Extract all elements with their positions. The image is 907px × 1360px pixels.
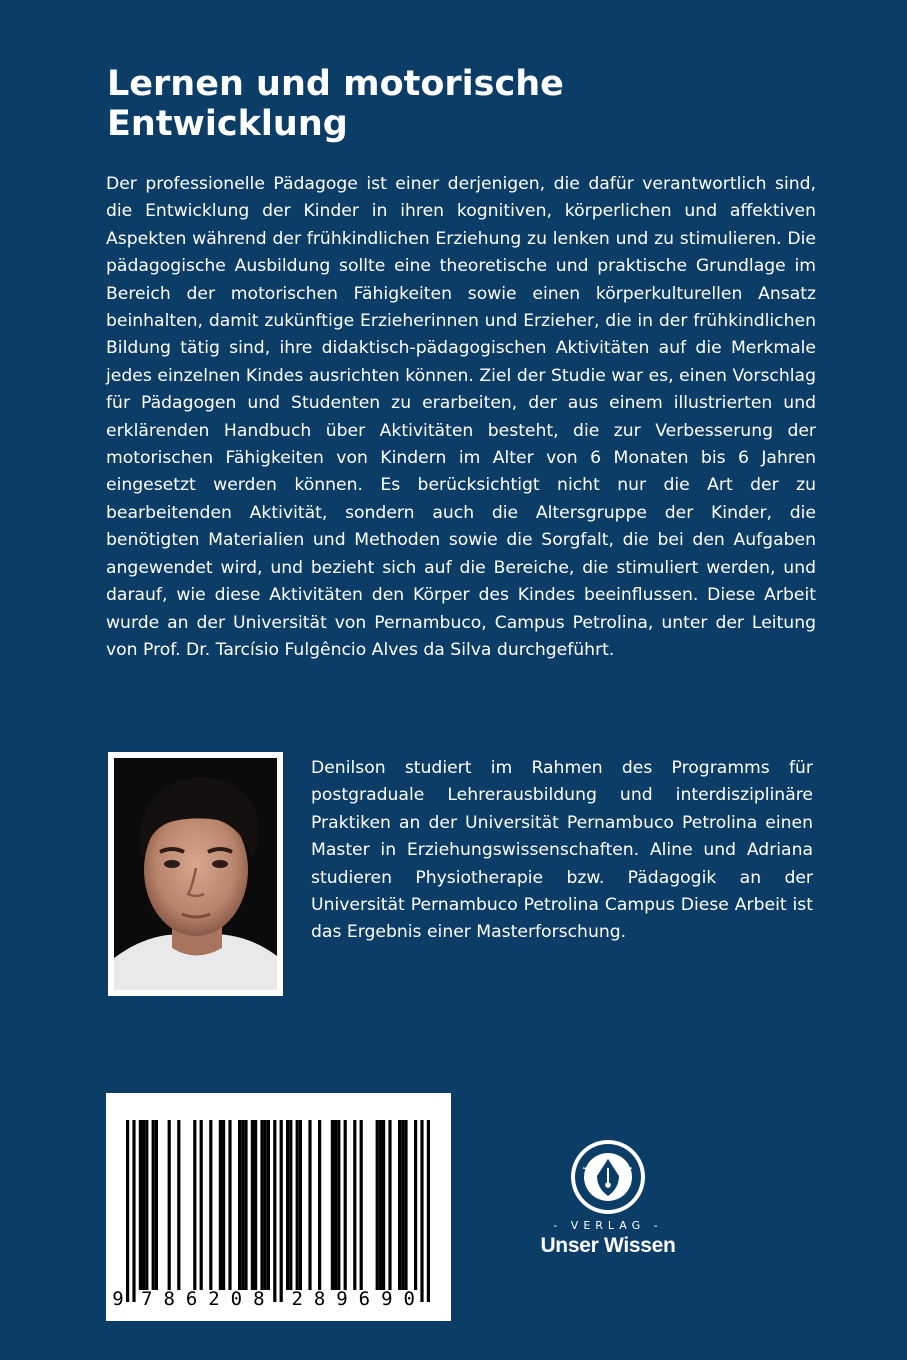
isbn-digit: 7 [141, 1288, 153, 1310]
book-title: Lernen und motorische Entwicklung [107, 64, 564, 144]
isbn-digit: 9 [112, 1288, 124, 1310]
publisher-name: Unser Wissen [540, 1234, 676, 1257]
publisher-logo [527, 1138, 689, 1263]
pen-nib-icon [569, 1138, 647, 1216]
isbn-digit: 9 [381, 1288, 393, 1310]
isbn-digit: 8 [163, 1288, 175, 1310]
isbn-digit: 8 [313, 1288, 326, 1310]
author-photo [108, 752, 283, 996]
isbn-digit: 2 [208, 1288, 220, 1310]
isbn-digit: 8 [253, 1288, 265, 1310]
author-bio: Denilson studiert im Rahmen des Programms für postgraduale Lehrerausbildung und interdisziplinäre Praktiken an der Universität Pernambuco Petrolina einen Master in Erziehungswissenschaften. Aline und Adriana studieren Physiotherapie bzw. Pädagogik an der Universität Pernambuco Petrolina Campus Diese Arbeit ist das Ergebnis einer Masterforschung. [311, 758, 813, 943]
isbn-digit: 2 [291, 1288, 303, 1310]
isbn-digit: 6 [185, 1288, 198, 1310]
author-portrait-image [114, 758, 277, 990]
isbn-digit: 0 [230, 1288, 243, 1310]
isbn-number-row [106, 1093, 451, 1321]
publisher-label: - VERLAG - [553, 1219, 663, 1232]
book-description: Der professionelle Pädagoge ist einer derjenigen, die dafür verantwortlich sind, die Entwicklung der Kinder in ihren kognitiven, körperlichen und affektiven Aspekten während der frühkindlichen Erziehung zu lenken und zu stimulieren. Die pädagogische Ausbildung sollte eine theoretische und praktische Grundlage im Bereich der motorischen Fähigkeiten sowie einen körperkulturellen Ansatz beinhalten, damit zukünftige Erzieherinnen und Erzieher, die in der frühkindlichen Bildung tätig sind, ihre didaktisch-pädagogischen Aktivitäten auf die Merkmale jedes einzelnen Kindes ausrichten können. Ziel der Studie war es, einen Vorschlag für Pädagogen und Studenten zu erarbeiten, der aus einem illustrierten und erklärenden Handbuch über Aktivitäten besteht, die zur Verbesserung der motorischen Fähigkeiten von Kindern im Alter von 6 Monaten bis 6 Jahren eingesetzt werden können. Es berücksichtigt nicht nur die Art der zu bearbeitenden Aktivität, sondern auch die Altersgruppe der Kinder, die benötigten Materialien und Methoden sowie die Sorgfalt, die bei den Aufgaben angewendet wird, und bezieht sich auf die Bereiche, die stimuliert werden, und darauf, wie diese Aktivitäten den Körper des Kindes beeinflussen. Diese Arbeit wurde an der Universität von Pernambuco, Campus Petrolina, unter der Leitung von Prof. Dr. Tarcísio Fulgêncio Alves da Silva durchgeführt. [106, 174, 816, 660]
isbn-digit: 0 [403, 1288, 415, 1310]
isbn-barcode [106, 1093, 451, 1321]
isbn-digit: 9 [336, 1288, 348, 1310]
isbn-digit: 6 [358, 1288, 371, 1310]
